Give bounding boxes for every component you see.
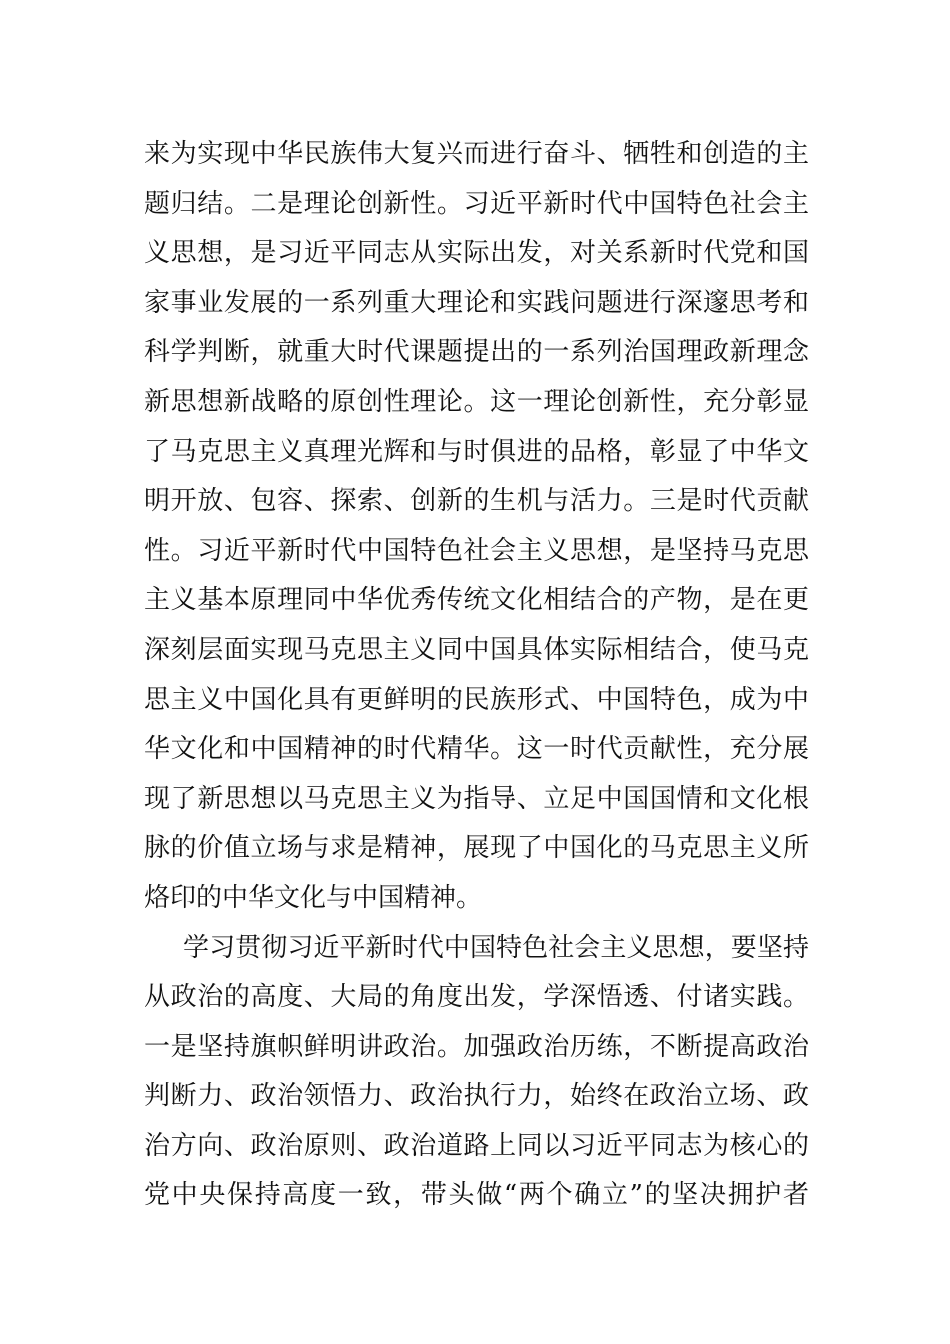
text-line: 学习贯彻习近平新时代中国特色社会主义思想，要坚持 bbox=[183, 932, 809, 963]
text-line: 思主义中国化具有更鲜明的民族形式、中国特色，成为中 bbox=[144, 684, 809, 715]
text-line: 烙印的中华文化与中国精神。 bbox=[144, 882, 483, 913]
text-line: 家事业发展的一系列重大理论和实践问题进行深邃思考和 bbox=[144, 287, 809, 318]
text-line: 科学判断，就重大时代课题提出的一系列治国理政新理念 bbox=[144, 337, 809, 368]
text-line: 明开放、包容、探索、创新的生机与活力。三是时代贡献 bbox=[144, 486, 809, 517]
paragraph-1 bbox=[144, 130, 809, 924]
text-line: 一是坚持旗帜鲜明讲政治。加强政治历练，不断提高政治 bbox=[144, 1031, 809, 1062]
text-line: 来为实现中华民族伟大复兴而进行奋斗、牺牲和创造的主 bbox=[144, 139, 809, 169]
text-line: 义思想，是习近平同志从实际出发，对关系新时代党和国 bbox=[144, 238, 809, 269]
text-line: 华文化和中国精神的时代精华。这一时代贡献性，充分展 bbox=[144, 734, 809, 765]
text-line: 性。习近平新时代中国特色社会主义思想，是坚持马克思 bbox=[144, 535, 809, 566]
text-line: 了马克思主义真理光辉和与时俱进的品格，彰显了中华文 bbox=[144, 436, 809, 467]
text-line: 从政治的高度、大局的角度出发，学深悟透、付诸实践。 bbox=[144, 982, 809, 1013]
text-line: 现了新思想以马克思主义为指导、立足中国国情和文化根 bbox=[144, 783, 809, 814]
text-line: 党中央保持高度一致，带头做“两个确立”的坚决拥护者 bbox=[144, 1180, 809, 1211]
text-line: 深刻层面实现马克思主义同中国具体实际相结合，使马克 bbox=[144, 634, 809, 665]
text-line: 治方向、政治原则、政治道路上同以习近平同志为核心的 bbox=[144, 1130, 809, 1161]
text-line: 脉的价值立场与求是精神，展现了中国化的马克思主义所 bbox=[144, 833, 809, 864]
text-line: 新思想新战略的原创性理论。这一理论创新性，充分彰显 bbox=[144, 386, 809, 417]
body-text bbox=[144, 130, 809, 1221]
text-line: 主义基本原理同中华优秀传统文化相结合的产物，是在更 bbox=[144, 585, 809, 616]
text-line: 判断力、政治领悟力、政治执行力，始终在政治立场、政 bbox=[144, 1081, 809, 1112]
text-line: 题归结。二是理论创新性。习近平新时代中国特色社会主 bbox=[144, 188, 809, 219]
paragraph-2 bbox=[144, 924, 809, 1222]
